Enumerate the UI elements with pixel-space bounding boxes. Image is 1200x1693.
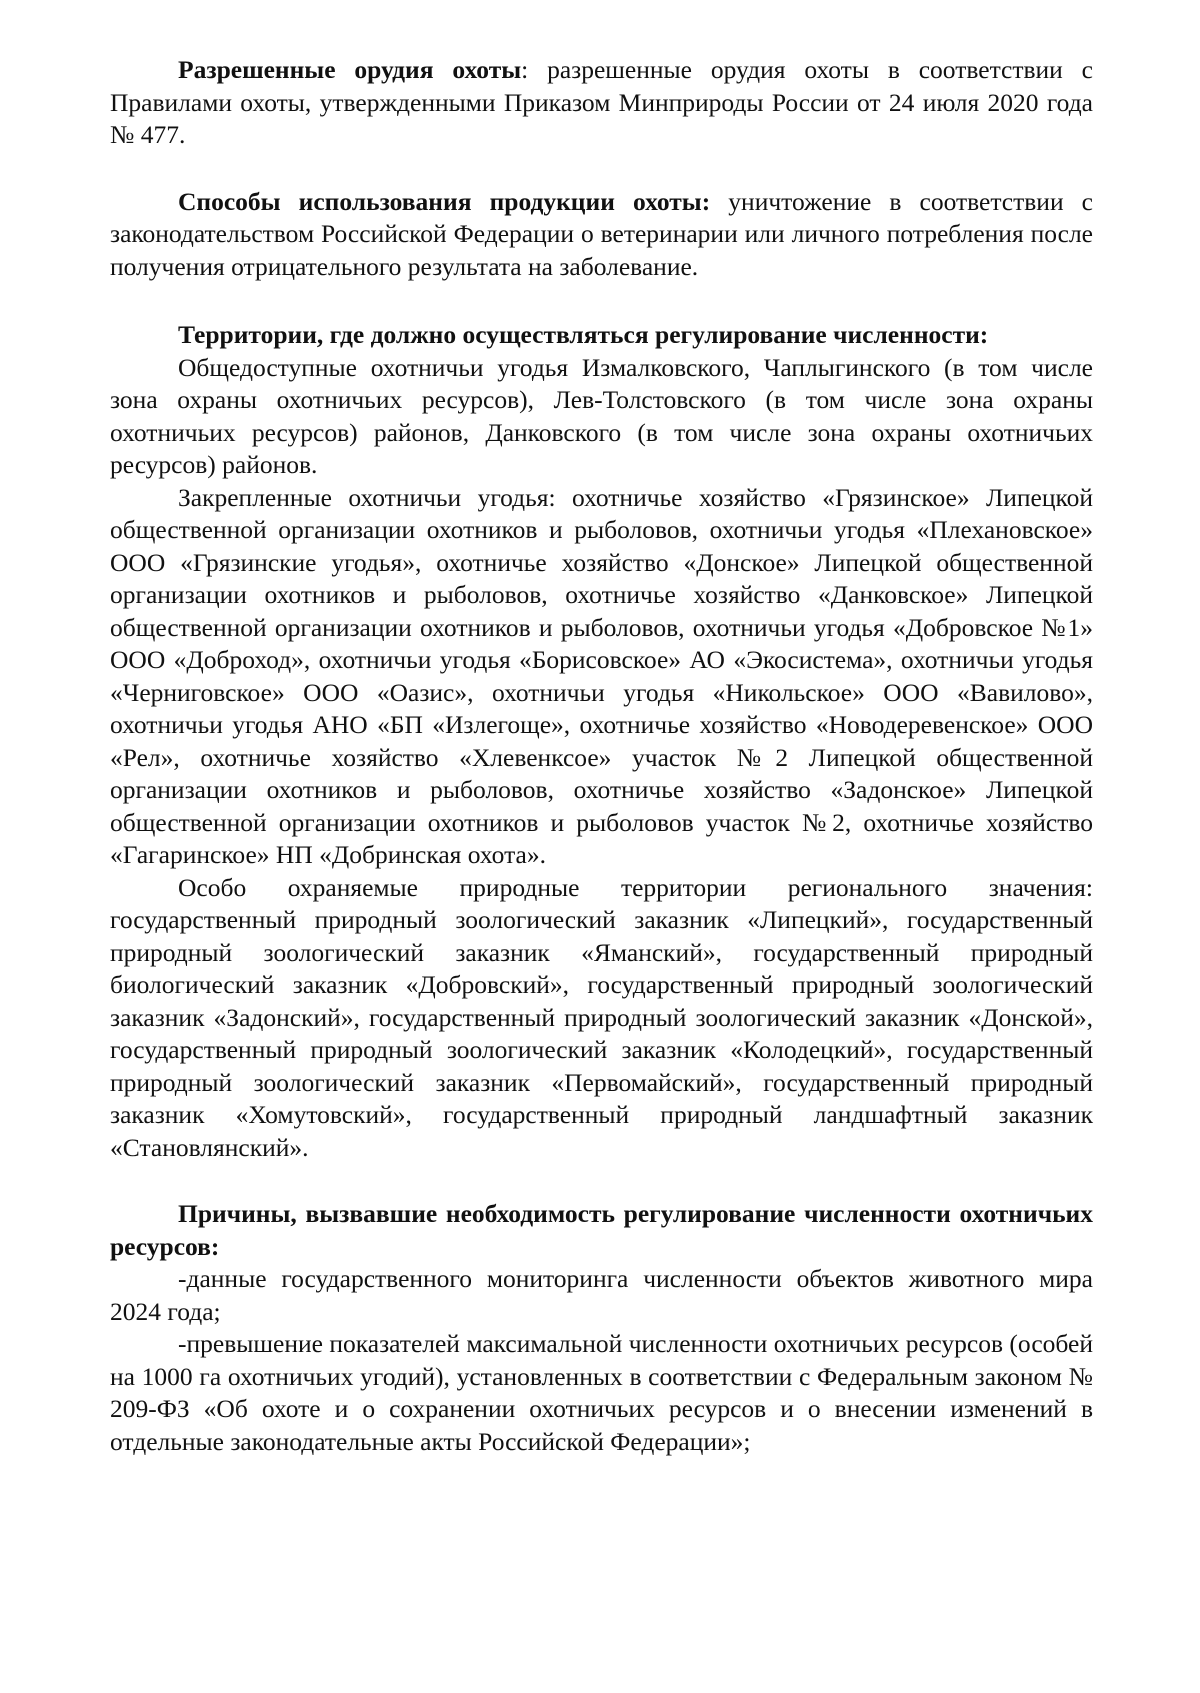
reason-item: -превышение показателей максимальной численности охотничьих ресурсов (особей на 1000 га охотничьих угодий), установленных в соответствии с Федеральным законом № 209-ФЗ «Об охоте и о сохранении охотничьих ресурсов и о внесении изменений в отдельные законодательные акты Российской Федерации»; — [110, 1329, 1093, 1456]
tools-text: : разрешенные орудия охоты в соответствии с Правилами охоты, утвержденными Приказом Минприроды России от 24 июля 2020 года № 477. — [110, 55, 1093, 149]
assigned-lands-paragraph: Закрепленные охотничьи угодья: охотничье хозяйство «Грязинское» Липецкой общественной организации охотников и рыболовов, охотничьи угодья «Плехановское» ООО «Грязинские угодья», охотничье хозяйство «Донское» Липецкой общественной организации охотников и рыболовов, охотничье хозяйство «Данковское» Липецкой общественной организации охотников и рыболовов, охотничьи угодья «Добровское №1» ООО «Доброход», охотничьи угодья «Борисовское» АО «Экосистема», охотничьи угодья «Черниговское» ООО «Оазис», охотничьи угодья «Никольское» ООО «Вавилово», охотничьи угодья АНО «БП «Излегоще», охотничье хозяйство «Новодеревенское» ООО «Рел», охотничье хозяйство «Хлевенксое» участок №2 Липецкой общественной организации охотников и рыболовов, охотничье хозяйство «Задонское» Липецкой общественной организации охотников и рыболовов участок №2, охотничье хозяйство «Гагаринское» НП «Добринская охота». — [110, 482, 1093, 869]
document-page — [110, 54, 1093, 1458]
public-lands-paragraph: Общедоступные охотничьи угодья Измалковского, Чаплыгинского (в том числе зона охраны охотничьих ресурсов), Лев-Толстовского (в том числе зона охраны охотничьих ресурсов) районов, Данковского (в том числе зона охраны охотничьих ресурсов) районов. — [110, 352, 1093, 479]
use-label: Способы использования продукции охоты: — [178, 186, 711, 216]
territories-heading: Территории, где должно осуществляться регулирование численности: — [178, 320, 989, 349]
protected-areas-paragraph: Особо охраняемые природные территории регионального значения: государственный природный зоологический заказник «Липецкий», государственный природный зоологический заказник «Яманский», государственный природный биологический заказник «Добровский», государственный природный зоологический заказник «Задонский», государственный природный зоологический заказник «Донской», государственный природный зоологический заказник «Колодецкий», государственный природный зоологический заказник «Первомайский», государственный природный заказник «Хомутовский», государственный природный ландшафтный заказник «Становлянский». — [110, 872, 1093, 1162]
spacer — [110, 283, 1093, 319]
tools-paragraph — [110, 54, 1093, 152]
use-paragraph — [110, 186, 1093, 284]
reasons-heading: Причины, вызвавшие необходимость регулирование численности охотничьих ресурсов: — [110, 1199, 1093, 1261]
tools-label: Разрешенные орудия охоты — [178, 55, 522, 84]
use-text: уничтожение в соответствии с законодательством Российской Федерации о ветеринарии или личного потребления после получения отрицательного результата на заболевание. — [110, 186, 1094, 281]
spacer — [110, 152, 1093, 186]
spacer — [110, 1164, 1093, 1198]
reason-item: -данные государственного мониторинга численности объектов животного мира 2024 года; — [110, 1264, 1093, 1326]
